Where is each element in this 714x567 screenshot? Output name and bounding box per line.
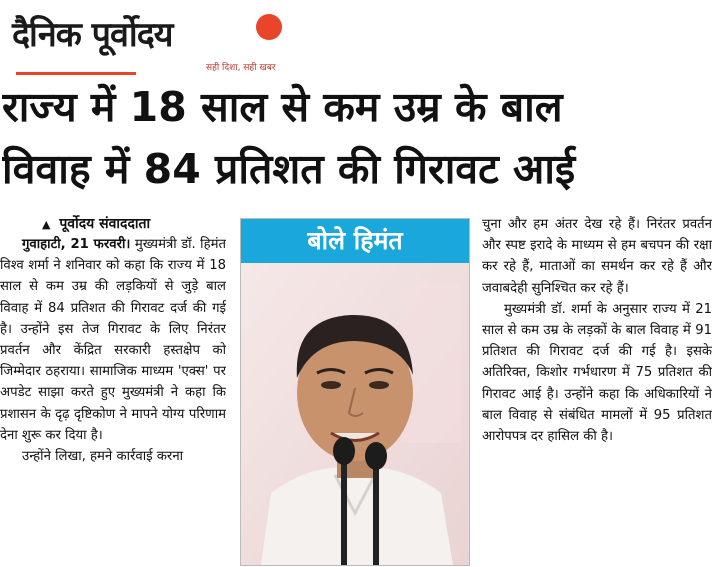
- column-3-paragraph-1: चुना और हम अंतर देख रहे हैं। निरंतर प्रवर्तन और स्पष्ट इरादे के माध्यम से हम बचपन की रक्षा कर रहे हैं, माताओं का समर्थन कर रहे हैं और जवाबदेही सुनिश्चित कर रहे हैं।: [482, 217, 712, 296]
- headline-line-2: विवाह में 84 प्रतिशत की गिरावट आई: [2, 145, 576, 193]
- column-3-paragraph-2: मुख्यमंत्री डॉ. शर्मा के अनुसार राज्य में 21 साल से कम उम्र के लड़कों के बाल विवाह में 91 प्रतिशत की गिरावट दर्ज की गई है। इसके अतिरिक्त, किशोर गर्भधारण में 75 प्रतिशत की गिरावट आई है। उन्होंने कहा कि अधिकारियों ने बाल विवाह से संबंधित मामलों में 95 प्रतिशत आरोपपत्र दर हासिल की है।: [482, 301, 712, 445]
- speaker-photo: [241, 263, 469, 565]
- masthead-logo-dot: [256, 14, 282, 40]
- triangle-marker-icon: ▲: [42, 218, 51, 231]
- article-column-1: [0, 234, 226, 560]
- photo-caption-banner: बोले हिमंत: [241, 219, 469, 263]
- newspaper-name: दैनिक पूर्वोदय: [12, 15, 173, 55]
- photo-box: [240, 218, 470, 566]
- byline: [42, 214, 150, 233]
- dateline: गुवाहाटी, 21 फरवरी।: [22, 237, 131, 252]
- masthead: [6, 4, 306, 74]
- column-1-paragraph-1: [0, 234, 226, 446]
- newspaper-tagline: सही दिशा, सही खबर: [206, 63, 276, 73]
- article-column-3: [482, 214, 712, 564]
- byline-text: पूर्वोदय संवाददाता: [59, 216, 151, 232]
- masthead-rule: [16, 72, 136, 75]
- headline-line-1: राज्य में 18 साल से कम उम्र के बाल: [2, 83, 563, 131]
- column-1-paragraph-1-text: मुख्यमंत्री डॉ. हिमंत विश्व शर्मा ने शनिवार को कहा कि राज्य में 18 साल से कम उम्र की लड़कियों से जुड़े बाल विवाह में 84 प्रतिशत की गिरावट दर्ज की गई है। उन्होंने इस तेज गिरावट के लिए निरंतर प्रवर्तन और केंद्रित सरकारी हस्तक्षेप को जिम्मेदार ठहराया। सामाजिक माध्यम 'एक्स' पर अपडेट साझा करते हुए मुख्यमंत्री ने कहा कि प्रशासन के दृढ़ दृष्टिकोण ने मापने योग्य परिणाम देना शुरू कर दिया है।: [0, 237, 226, 443]
- column-1-paragraph-2: उन्होंने लिखा, हमने कार्रवाई करना: [22, 449, 184, 465]
